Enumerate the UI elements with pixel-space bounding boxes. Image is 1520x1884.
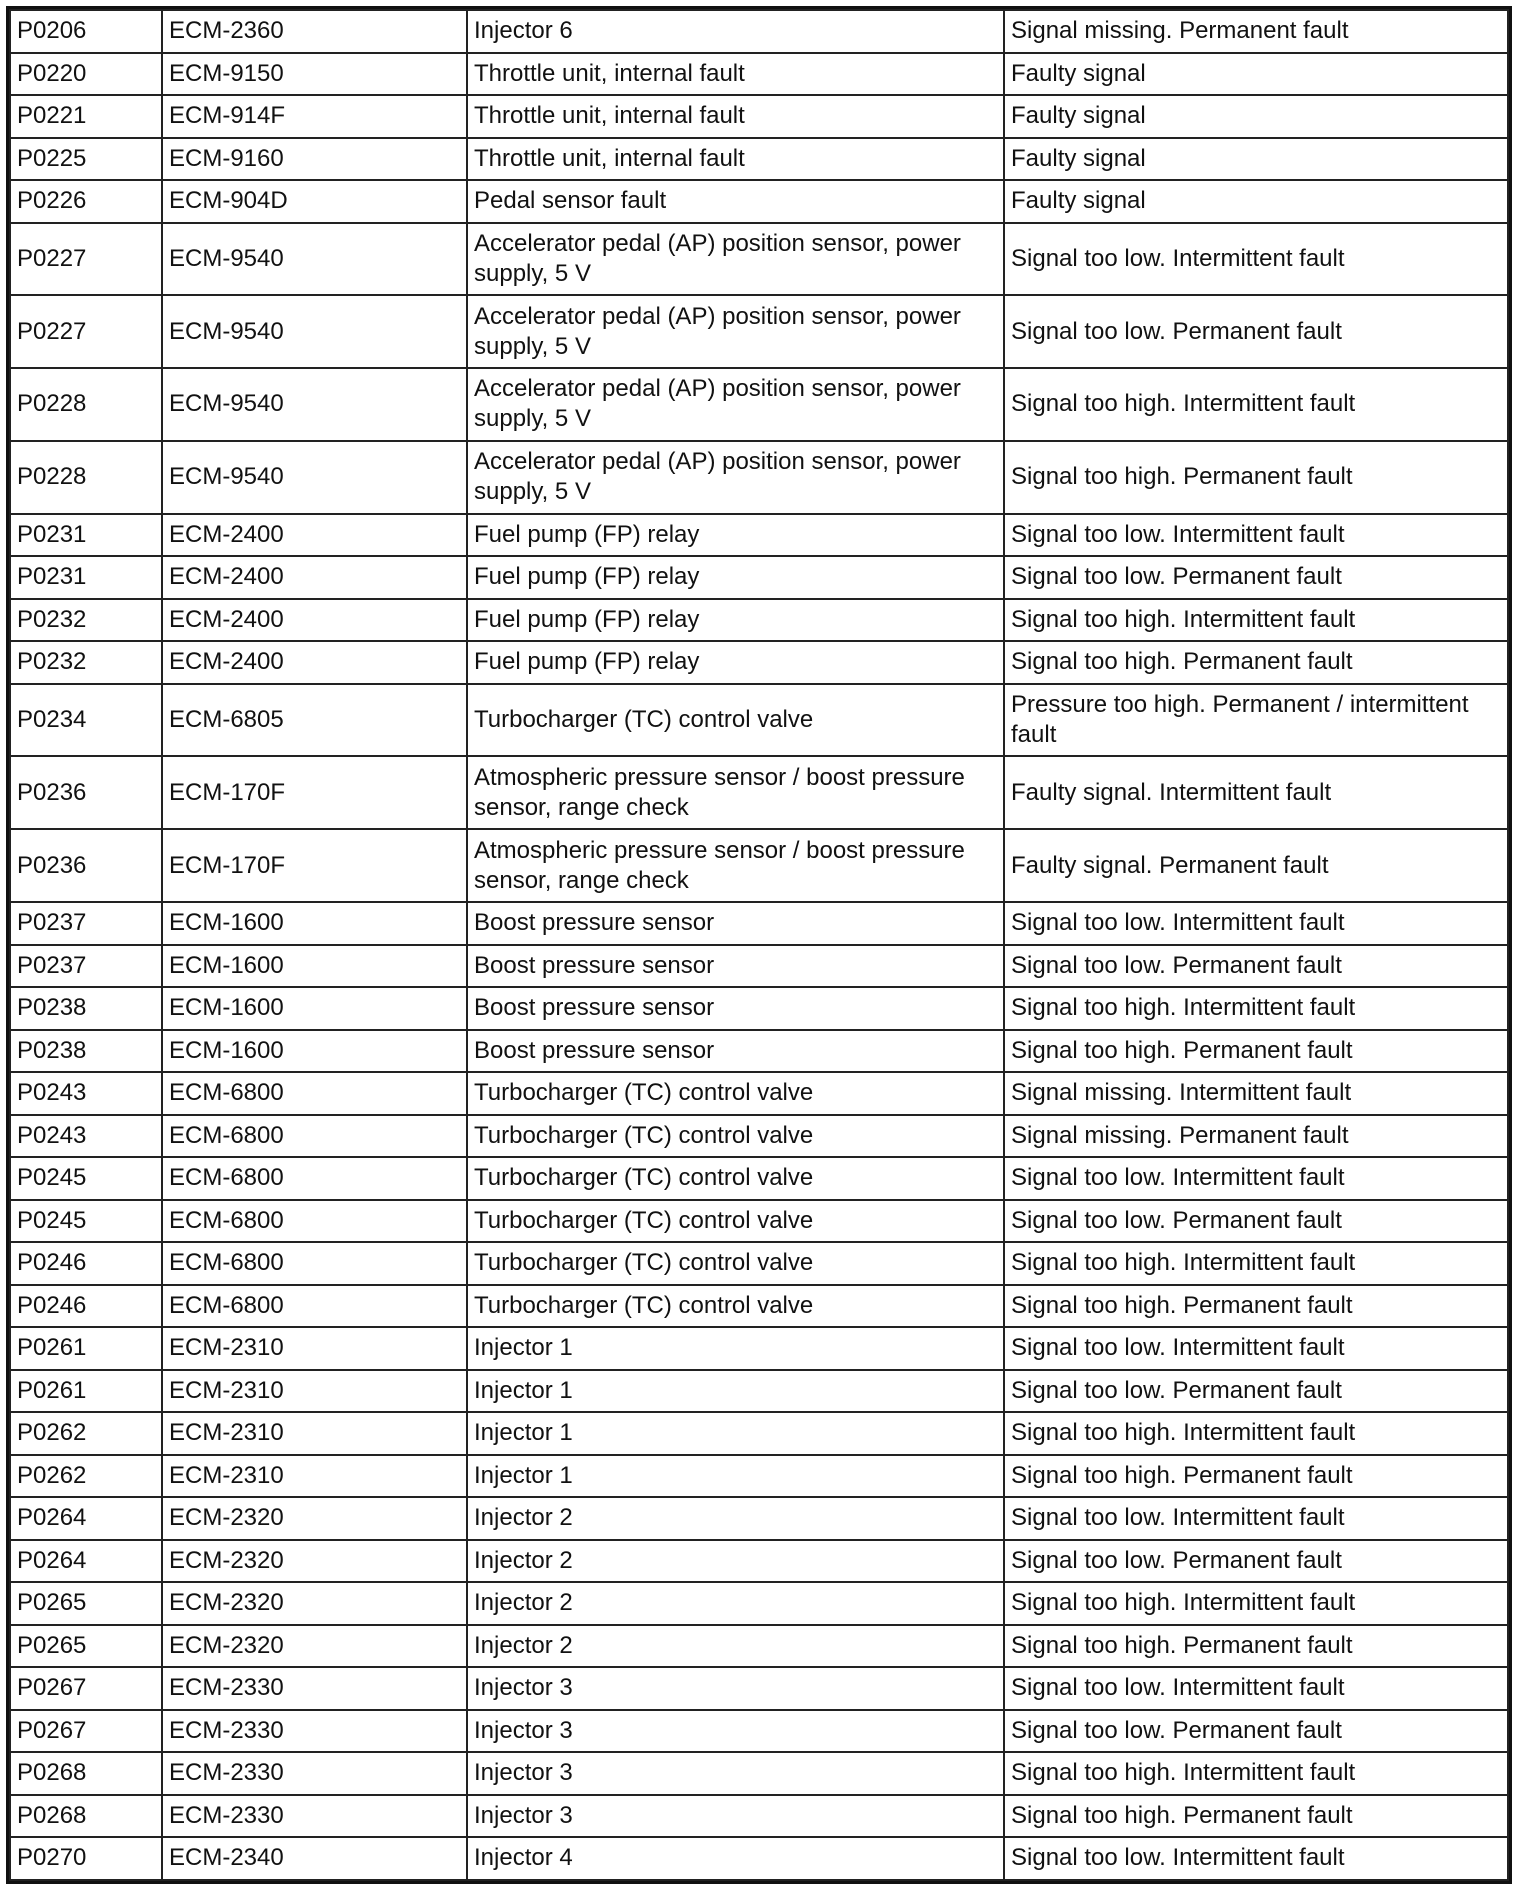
dtc-code-cell: P0220 (10, 53, 162, 96)
table-row (10, 684, 1508, 757)
fault-description-cell: Signal missing. Permanent fault (1004, 10, 1508, 53)
component-cell: Boost pressure sensor (467, 987, 1004, 1030)
dtc-code-cell: P0246 (10, 1285, 162, 1328)
dtc-code-cell: P0264 (10, 1540, 162, 1583)
ecm-code-cell: ECM-2320 (162, 1497, 467, 1540)
fault-description-cell: Signal too low. Permanent fault (1004, 1370, 1508, 1413)
fault-description-cell: Signal too high. Permanent fault (1004, 641, 1508, 684)
component-cell: Injector 3 (467, 1752, 1004, 1795)
component-cell: Throttle unit, internal fault (467, 95, 1004, 138)
dtc-code-cell: P0232 (10, 599, 162, 642)
ecm-code-cell: ECM-2320 (162, 1540, 467, 1583)
ecm-code-cell: ECM-2310 (162, 1455, 467, 1498)
fault-description-cell: Signal too low. Permanent fault (1004, 1710, 1508, 1753)
component-cell: Injector 1 (467, 1412, 1004, 1455)
dtc-code-cell: P0265 (10, 1625, 162, 1668)
table-row (10, 945, 1508, 988)
fault-description-cell: Pressure too high. Permanent / intermittent fault (1004, 684, 1508, 757)
table-row (10, 223, 1508, 296)
dtc-code-cell: P0237 (10, 945, 162, 988)
dtc-code-cell: P0236 (10, 756, 162, 829)
ecm-code-cell: ECM-2330 (162, 1795, 467, 1838)
ecm-code-cell: ECM-2310 (162, 1412, 467, 1455)
component-cell: Injector 3 (467, 1667, 1004, 1710)
dtc-code-cell: P0225 (10, 138, 162, 181)
dtc-code-cell: P0267 (10, 1667, 162, 1710)
fault-description-cell: Signal too low. Permanent fault (1004, 1200, 1508, 1243)
dtc-code-cell: P0267 (10, 1710, 162, 1753)
table-row (10, 138, 1508, 181)
fault-description-cell: Faulty signal (1004, 180, 1508, 223)
ecm-code-cell: ECM-2400 (162, 599, 467, 642)
dtc-code-cell: P0243 (10, 1115, 162, 1158)
component-cell: Turbocharger (TC) control valve (467, 684, 1004, 757)
component-cell: Boost pressure sensor (467, 902, 1004, 945)
table-row (10, 368, 1508, 441)
component-cell: Fuel pump (FP) relay (467, 641, 1004, 684)
dtc-code-cell: P0243 (10, 1072, 162, 1115)
ecm-code-cell: ECM-2400 (162, 641, 467, 684)
component-cell: Fuel pump (FP) relay (467, 599, 1004, 642)
dtc-code-cell: P0245 (10, 1200, 162, 1243)
fault-description-cell: Signal missing. Permanent fault (1004, 1115, 1508, 1158)
dtc-code-cell: P0238 (10, 1030, 162, 1073)
ecm-code-cell: ECM-9540 (162, 368, 467, 441)
dtc-code-cell: P0268 (10, 1752, 162, 1795)
component-cell: Accelerator pedal (AP) position sensor, power supply, 5 V (467, 368, 1004, 441)
component-cell: Pedal sensor fault (467, 180, 1004, 223)
ecm-code-cell: ECM-9540 (162, 223, 467, 296)
component-cell: Accelerator pedal (AP) position sensor, power supply, 5 V (467, 441, 1004, 514)
ecm-code-cell: ECM-1600 (162, 945, 467, 988)
table-row (10, 987, 1508, 1030)
component-cell: Injector 2 (467, 1497, 1004, 1540)
fault-description-cell: Faulty signal (1004, 138, 1508, 181)
table-row (10, 1540, 1508, 1583)
component-cell: Injector 2 (467, 1540, 1004, 1583)
dtc-code-cell: P0228 (10, 368, 162, 441)
dtc-code-cell: P0246 (10, 1242, 162, 1285)
table-row (10, 295, 1508, 368)
fault-description-cell: Signal too low. Permanent fault (1004, 295, 1508, 368)
fault-code-table-container (6, 6, 1512, 1884)
table-row (10, 1115, 1508, 1158)
component-cell: Injector 3 (467, 1710, 1004, 1753)
ecm-code-cell: ECM-170F (162, 829, 467, 902)
fault-description-cell: Signal too high. Permanent fault (1004, 1030, 1508, 1073)
table-row (10, 1667, 1508, 1710)
ecm-code-cell: ECM-2400 (162, 514, 467, 557)
dtc-code-cell: P0262 (10, 1455, 162, 1498)
ecm-code-cell: ECM-9150 (162, 53, 467, 96)
table-row (10, 641, 1508, 684)
dtc-code-cell: P0206 (10, 10, 162, 53)
dtc-code-cell: P0232 (10, 641, 162, 684)
table-row (10, 1157, 1508, 1200)
ecm-code-cell: ECM-1600 (162, 1030, 467, 1073)
fault-description-cell: Signal too low. Intermittent fault (1004, 1497, 1508, 1540)
component-cell: Throttle unit, internal fault (467, 53, 1004, 96)
dtc-code-cell: P0227 (10, 295, 162, 368)
component-cell: Injector 1 (467, 1370, 1004, 1413)
component-cell: Injector 2 (467, 1625, 1004, 1668)
component-cell: Turbocharger (TC) control valve (467, 1072, 1004, 1115)
table-row (10, 1030, 1508, 1073)
ecm-code-cell: ECM-9160 (162, 138, 467, 181)
fault-description-cell: Signal too high. Intermittent fault (1004, 1752, 1508, 1795)
component-cell: Throttle unit, internal fault (467, 138, 1004, 181)
fault-description-cell: Signal too high. Intermittent fault (1004, 1242, 1508, 1285)
component-cell: Injector 1 (467, 1327, 1004, 1370)
ecm-code-cell: ECM-1600 (162, 902, 467, 945)
component-cell: Atmospheric pressure sensor / boost pressure sensor, range check (467, 829, 1004, 902)
component-cell: Atmospheric pressure sensor / boost pressure sensor, range check (467, 756, 1004, 829)
table-row (10, 53, 1508, 96)
dtc-code-cell: P0261 (10, 1327, 162, 1370)
fault-description-cell: Signal missing. Intermittent fault (1004, 1072, 1508, 1115)
table-row (10, 599, 1508, 642)
component-cell: Injector 3 (467, 1795, 1004, 1838)
ecm-code-cell: ECM-6800 (162, 1115, 467, 1158)
component-cell: Accelerator pedal (AP) position sensor, power supply, 5 V (467, 223, 1004, 296)
fault-description-cell: Signal too low. Permanent fault (1004, 556, 1508, 599)
ecm-code-cell: ECM-1600 (162, 987, 467, 1030)
table-row (10, 1497, 1508, 1540)
dtc-code-cell: P0236 (10, 829, 162, 902)
table-row (10, 1412, 1508, 1455)
dtc-code-cell: P0261 (10, 1370, 162, 1413)
table-row (10, 1752, 1508, 1795)
table-row (10, 1625, 1508, 1668)
fault-description-cell: Faulty signal (1004, 95, 1508, 138)
table-row (10, 1242, 1508, 1285)
table-row (10, 829, 1508, 902)
component-cell: Fuel pump (FP) relay (467, 514, 1004, 557)
fault-description-cell: Signal too high. Intermittent fault (1004, 368, 1508, 441)
fault-description-cell: Signal too high. Permanent fault (1004, 1795, 1508, 1838)
fault-description-cell: Signal too low. Permanent fault (1004, 945, 1508, 988)
dtc-code-cell: P0234 (10, 684, 162, 757)
dtc-code-cell: P0228 (10, 441, 162, 514)
dtc-code-cell: P0265 (10, 1582, 162, 1625)
fault-description-cell: Signal too high. Permanent fault (1004, 1625, 1508, 1668)
component-cell: Injector 2 (467, 1582, 1004, 1625)
table-row (10, 1582, 1508, 1625)
table-row (10, 95, 1508, 138)
table-row (10, 556, 1508, 599)
component-cell: Turbocharger (TC) control valve (467, 1242, 1004, 1285)
dtc-code-cell: P0237 (10, 902, 162, 945)
table-row (10, 1327, 1508, 1370)
fault-description-cell: Signal too low. Intermittent fault (1004, 223, 1508, 296)
ecm-code-cell: ECM-904D (162, 180, 467, 223)
fault-description-cell: Signal too low. Intermittent fault (1004, 1667, 1508, 1710)
table-row (10, 1795, 1508, 1838)
fault-description-cell: Signal too high. Intermittent fault (1004, 987, 1508, 1030)
table-row (10, 1710, 1508, 1753)
dtc-code-cell: P0227 (10, 223, 162, 296)
fault-description-cell: Signal too high. Permanent fault (1004, 441, 1508, 514)
fault-description-cell: Faulty signal. Permanent fault (1004, 829, 1508, 902)
component-cell: Turbocharger (TC) control valve (467, 1200, 1004, 1243)
fault-description-cell: Signal too high. Intermittent fault (1004, 599, 1508, 642)
ecm-code-cell: ECM-2330 (162, 1710, 467, 1753)
table-row (10, 10, 1508, 53)
ecm-code-cell: ECM-9540 (162, 295, 467, 368)
table-row (10, 441, 1508, 514)
dtc-code-cell: P0221 (10, 95, 162, 138)
table-row (10, 1200, 1508, 1243)
ecm-code-cell: ECM-9540 (162, 441, 467, 514)
ecm-code-cell: ECM-2320 (162, 1625, 467, 1668)
ecm-code-cell: ECM-2400 (162, 556, 467, 599)
ecm-code-cell: ECM-170F (162, 756, 467, 829)
ecm-code-cell: ECM-2310 (162, 1370, 467, 1413)
fault-description-cell: Signal too low. Intermittent fault (1004, 902, 1508, 945)
ecm-code-cell: ECM-6800 (162, 1242, 467, 1285)
ecm-code-cell: ECM-6800 (162, 1200, 467, 1243)
fault-code-table-body (10, 10, 1508, 1880)
dtc-code-cell: P0231 (10, 514, 162, 557)
ecm-code-cell: ECM-914F (162, 95, 467, 138)
ecm-code-cell: ECM-2330 (162, 1752, 467, 1795)
ecm-code-cell: ECM-6805 (162, 684, 467, 757)
dtc-code-cell: P0270 (10, 1837, 162, 1880)
ecm-code-cell: ECM-6800 (162, 1157, 467, 1200)
component-cell: Turbocharger (TC) control valve (467, 1285, 1004, 1328)
fault-code-table (9, 9, 1509, 1881)
table-row (10, 1455, 1508, 1498)
ecm-code-cell: ECM-2330 (162, 1667, 467, 1710)
table-row (10, 1072, 1508, 1115)
dtc-code-cell: P0226 (10, 180, 162, 223)
fault-description-cell: Signal too high. Intermittent fault (1004, 1412, 1508, 1455)
fault-description-cell: Signal too low. Intermittent fault (1004, 1327, 1508, 1370)
ecm-code-cell: ECM-6800 (162, 1072, 467, 1115)
fault-description-cell: Signal too low. Permanent fault (1004, 1540, 1508, 1583)
fault-description-cell: Signal too low. Intermittent fault (1004, 1157, 1508, 1200)
fault-description-cell: Signal too high. Permanent fault (1004, 1285, 1508, 1328)
component-cell: Injector 4 (467, 1837, 1004, 1880)
fault-description-cell: Faulty signal (1004, 53, 1508, 96)
ecm-code-cell: ECM-6800 (162, 1285, 467, 1328)
table-row (10, 514, 1508, 557)
component-cell: Injector 6 (467, 10, 1004, 53)
table-row (10, 1285, 1508, 1328)
ecm-code-cell: ECM-2340 (162, 1837, 467, 1880)
table-row (10, 1370, 1508, 1413)
dtc-code-cell: P0231 (10, 556, 162, 599)
fault-description-cell: Faulty signal. Intermittent fault (1004, 756, 1508, 829)
table-row (10, 902, 1508, 945)
component-cell: Turbocharger (TC) control valve (467, 1157, 1004, 1200)
table-row (10, 1837, 1508, 1880)
table-row (10, 180, 1508, 223)
ecm-code-cell: ECM-2310 (162, 1327, 467, 1370)
fault-description-cell: Signal too low. Intermittent fault (1004, 514, 1508, 557)
dtc-code-cell: P0238 (10, 987, 162, 1030)
fault-description-cell: Signal too high. Intermittent fault (1004, 1582, 1508, 1625)
ecm-code-cell: ECM-2320 (162, 1582, 467, 1625)
fault-description-cell: Signal too low. Intermittent fault (1004, 1837, 1508, 1880)
component-cell: Turbocharger (TC) control valve (467, 1115, 1004, 1158)
component-cell: Boost pressure sensor (467, 945, 1004, 988)
fault-description-cell: Signal too high. Permanent fault (1004, 1455, 1508, 1498)
dtc-code-cell: P0264 (10, 1497, 162, 1540)
dtc-code-cell: P0245 (10, 1157, 162, 1200)
dtc-code-cell: P0268 (10, 1795, 162, 1838)
table-row (10, 756, 1508, 829)
ecm-code-cell: ECM-2360 (162, 10, 467, 53)
component-cell: Accelerator pedal (AP) position sensor, power supply, 5 V (467, 295, 1004, 368)
dtc-code-cell: P0262 (10, 1412, 162, 1455)
component-cell: Injector 1 (467, 1455, 1004, 1498)
component-cell: Fuel pump (FP) relay (467, 556, 1004, 599)
component-cell: Boost pressure sensor (467, 1030, 1004, 1073)
